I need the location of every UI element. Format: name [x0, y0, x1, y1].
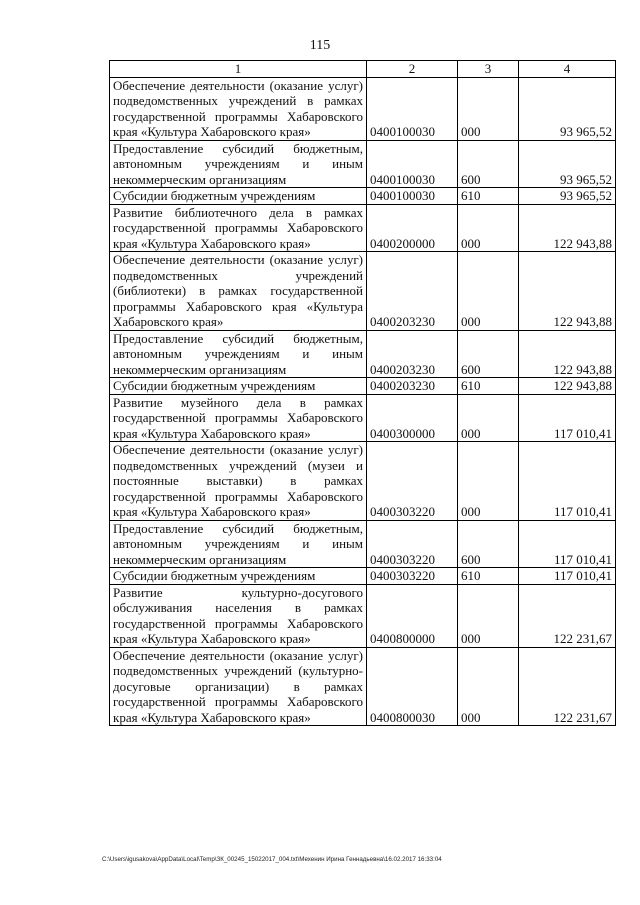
page-number: 115 — [309, 38, 331, 53]
footer-file-path: C:\Users\igusakova\AppData\Local\Temp\ЗК_00245_15022017_004.txt\Мехенин Ирина Геннадьевна\16.02.2017 16:33:04 — [102, 856, 442, 863]
table-row — [110, 520, 616, 568]
table-header — [110, 61, 616, 78]
row-code: 0400100030 — [367, 188, 458, 205]
table-row — [110, 204, 616, 252]
row-code: 0400303220 — [367, 442, 458, 521]
row-code: 0400800030 — [367, 647, 458, 726]
row-name: Обеспечение деятельности (оказание услуг) подведомственных учреждений (библиотеки) в рамках государственной программы Хабаровского края «Культура Хабаровского края» — [110, 252, 367, 331]
row-name: Субсидии бюджетным учреждениям — [110, 568, 367, 585]
table-row — [110, 330, 616, 378]
table-row — [110, 442, 616, 521]
header-col-1: 1 — [110, 61, 367, 78]
row-amount: 117 010,41 — [519, 394, 616, 442]
row-name: Обеспечение деятельности (оказание услуг) подведомственных учреждений (музеи и постоянные выставки) в рамках государственной программы Хабаровского края «Культура Хабаровского края» — [110, 442, 367, 521]
row-type: 610 — [458, 378, 519, 395]
row-amount: 122 943,88 — [519, 378, 616, 395]
row-code: 0400100030 — [367, 77, 458, 140]
row-code: 0400203230 — [367, 330, 458, 378]
row-amount: 117 010,41 — [519, 442, 616, 521]
row-name: Обеспечение деятельности (оказание услуг) подведомственных учреждений в рамках государственной программы Хабаровского края «Культура Хабаровского края» — [110, 77, 367, 140]
row-amount: 122 943,88 — [519, 252, 616, 331]
row-name: Предоставление субсидий бюджетным, автономным учреждениям и иным некоммерческим организациям — [110, 140, 367, 188]
table-row — [110, 188, 616, 205]
row-amount: 122 943,88 — [519, 204, 616, 252]
row-type: 600 — [458, 140, 519, 188]
row-type: 000 — [458, 77, 519, 140]
row-code: 0400300000 — [367, 394, 458, 442]
row-code: 0400800000 — [367, 584, 458, 647]
table-row — [110, 252, 616, 331]
header-col-2: 2 — [367, 61, 458, 78]
row-code: 0400303220 — [367, 520, 458, 568]
row-amount: 122 943,88 — [519, 330, 616, 378]
row-code: 0400200000 — [367, 204, 458, 252]
budget-table — [109, 60, 616, 726]
table-row — [110, 394, 616, 442]
row-type: 000 — [458, 394, 519, 442]
row-name: Субсидии бюджетным учреждениям — [110, 188, 367, 205]
row-type: 610 — [458, 188, 519, 205]
row-amount: 93 965,52 — [519, 140, 616, 188]
row-type: 000 — [458, 252, 519, 331]
row-code: 0400100030 — [367, 140, 458, 188]
row-amount: 117 010,41 — [519, 520, 616, 568]
header-col-3: 3 — [458, 61, 519, 78]
row-name: Развитие музейного дела в рамках государственной программы Хабаровского края «Культура Хабаровского края» — [110, 394, 367, 442]
header-row — [110, 61, 616, 78]
row-amount: 93 965,52 — [519, 77, 616, 140]
row-code: 0400203230 — [367, 378, 458, 395]
row-type: 000 — [458, 647, 519, 726]
header-col-4: 4 — [519, 61, 616, 78]
row-type: 000 — [458, 204, 519, 252]
row-code: 0400203230 — [367, 252, 458, 331]
table-row — [110, 140, 616, 188]
row-amount: 122 231,67 — [519, 647, 616, 726]
row-amount: 93 965,52 — [519, 188, 616, 205]
row-type: 000 — [458, 584, 519, 647]
row-amount: 117 010,41 — [519, 568, 616, 585]
table-body — [110, 77, 616, 726]
row-name: Развитие культурно-досугового обслуживания населения в рамках государственной программы Хабаровского края «Культура Хабаровского края» — [110, 584, 367, 647]
row-type: 000 — [458, 442, 519, 521]
table-row — [110, 378, 616, 395]
row-type: 600 — [458, 330, 519, 378]
row-name: Обеспечение деятельности (оказание услуг) подведомственных учреждений (культурно-досуговые организации) в рамках государственной программы Хабаровского края «Культура Хабаровского края» — [110, 647, 367, 726]
table-row — [110, 584, 616, 647]
row-type: 600 — [458, 520, 519, 568]
table-row — [110, 77, 616, 140]
row-name: Развитие библиотечного дела в рамках государственной программы Хабаровского края «Культура Хабаровского края» — [110, 204, 367, 252]
row-name: Предоставление субсидий бюджетным, автономным учреждениям и иным некоммерческим организациям — [110, 330, 367, 378]
row-amount: 122 231,67 — [519, 584, 616, 647]
row-type: 610 — [458, 568, 519, 585]
row-name: Предоставление субсидий бюджетным, автономным учреждениям и иным некоммерческим организациям — [110, 520, 367, 568]
row-name: Субсидии бюджетным учреждениям — [110, 378, 367, 395]
row-code: 0400303220 — [367, 568, 458, 585]
table-row — [110, 568, 616, 585]
table-row — [110, 647, 616, 726]
